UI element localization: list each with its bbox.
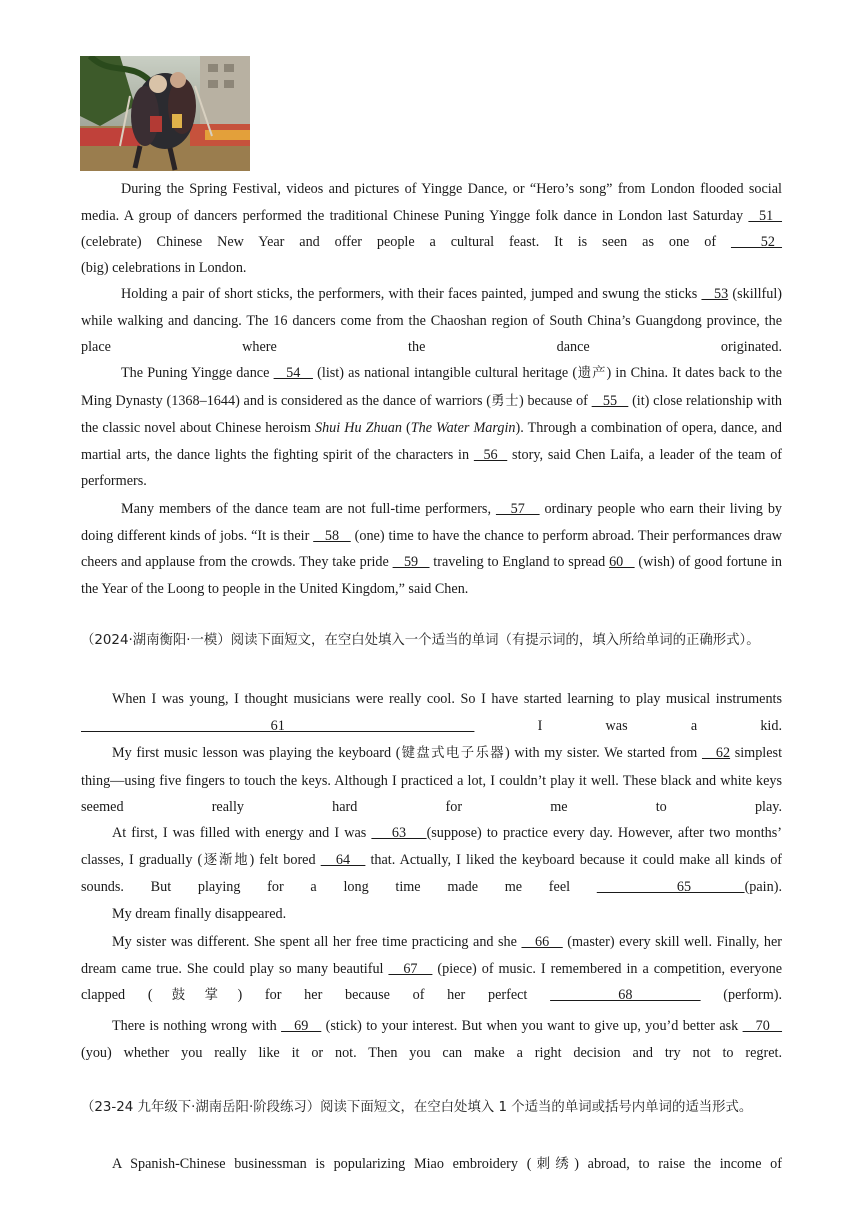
text: At first, I was filled with energy and I was	[112, 825, 372, 841]
text: (celebrate) Chinese New Year and offer people a cultural feast. It is seen as one of	[81, 234, 731, 250]
text: ) because of	[518, 392, 592, 409]
blank-57: 57	[495, 501, 540, 517]
chinese-gloss: 鼓掌	[152, 988, 238, 1003]
section2-paragraph3	[81, 820, 782, 901]
blank-53: 53	[701, 286, 729, 302]
text: (skillful) while walking and dancing. The 16 dancers come from the Chaoshan region of South China’s Guangdong province, the place where the dance originated.	[81, 286, 782, 355]
text: My first music lesson was playing the keyboard (	[112, 745, 401, 761]
blank-55: 55	[591, 392, 629, 409]
text: (	[401, 420, 411, 436]
text: My sister was different. She spent all her free time practicing and she	[112, 934, 522, 950]
yingge-dance-photo	[80, 56, 250, 171]
section2-heading: （2024·湖南衡阳·一模）阅读下面短文，在空白处填入一个适当的单词（有提示词的，填入所给单词的正确形式）。	[81, 633, 760, 648]
blank-60: 60	[609, 554, 635, 570]
text: (suppose) to practice every day. However, after two months’ classes, I gradually (	[81, 825, 782, 868]
text: ) abroad, to raise the income of	[574, 1156, 782, 1172]
passage1-paragraph3	[81, 360, 782, 495]
text: Holding a pair of short sticks, the performers, with their faces painted, jumped and swung the sticks	[121, 286, 702, 302]
blank-51: 51	[748, 207, 783, 224]
chinese-gloss: 勇士	[490, 393, 519, 409]
text: ) with my sister. We started from	[505, 745, 702, 761]
text: ). Through a combination of opera, dance, and martial arts, the dance lights the fighting spirit of the characters in	[81, 420, 783, 463]
section3-paragraph1	[81, 1151, 782, 1179]
chinese-gloss: 逐渐地	[202, 852, 250, 868]
text: (piece) of music. I remembered in a competition, everyone clapped (	[81, 960, 782, 1003]
blank-65: 65	[596, 879, 745, 895]
text: ordinary people who earn their living by doing different kinds of jobs. “It is their	[81, 501, 783, 544]
blank-52: 52	[730, 234, 783, 250]
passage1-paragraph4	[81, 496, 782, 602]
text: The Puning Yingge dance	[121, 365, 274, 381]
text: simplest thing—using five fingers to touch the keys. Although I practiced a lot, I couldn’t play it well. These black and white keys seemed really hard for me to play.	[81, 745, 783, 815]
blank-68: 68	[550, 987, 701, 1003]
text: (list) as national intangible cultural heritage (	[312, 365, 578, 381]
text: (pain).	[744, 879, 782, 895]
section2-paragraph1	[81, 686, 782, 739]
text: that. Actually, I liked the keyboard because it could make all kinds of sounds. But playing for a long time made me feel	[81, 851, 783, 895]
section2-paragraph6	[81, 1013, 782, 1066]
text: (it) close relationship with the classic novel about Chinese heroism	[81, 392, 782, 436]
section2-paragraph4	[81, 901, 782, 928]
text: (master) every skill well. Finally, her dream came true. She could play so many beautiful	[81, 934, 782, 977]
blank-62: 62	[701, 745, 731, 761]
text: When I was young, I thought musicians were really cool. So I have started learning to play musical instruments	[112, 691, 782, 707]
blank-54: 54	[273, 365, 313, 381]
chinese-gloss: 键盘式电子乐器	[400, 746, 506, 761]
text: ) felt bored	[249, 851, 321, 868]
chinese-gloss: 刺绣	[531, 1157, 575, 1172]
passage1-paragraph1	[81, 176, 782, 256]
text: (perform).	[700, 987, 783, 1003]
blank-69: 69	[281, 1018, 322, 1034]
text: (wish) of good fortune in the Year of the Loong to people in the United Kingdom,” said Chen.	[81, 554, 783, 597]
text: (you) whether you really like it or not. Then you can make a right decision and try not to regret.	[81, 1044, 782, 1061]
blank-66: 66	[521, 934, 563, 950]
section2-paragraph5	[81, 929, 782, 1010]
text: (one) time to have the chance to perform abroad. Their performances draw cheers and applause from the crowds. They take pride	[81, 527, 782, 570]
chinese-gloss: 遗产	[577, 366, 607, 381]
blank-63: 63	[371, 825, 427, 841]
passage1-paragraph1-end	[81, 255, 782, 282]
text: During the Spring Festival, videos and pictures of Yingge Dance, or “Hero’s song” from London flooded social media. A group of dancers performed the traditional Chinese Puning Yingge folk dance in London last Saturday	[81, 181, 782, 224]
text: Many members of the dance team are not full-time performers,	[121, 501, 496, 517]
text: A Spanish-Chinese businessman is popularizing Miao embroidery (	[112, 1156, 532, 1172]
text: (big) celebrations in London.	[81, 260, 247, 276]
blank-56: 56	[473, 446, 508, 463]
text: ) for her because of her perfect	[237, 987, 551, 1003]
blank-67: 67	[388, 960, 433, 977]
blank-61: 61	[81, 717, 475, 734]
blank-59: 59	[392, 554, 430, 570]
section2-paragraph2	[81, 740, 782, 821]
blank-70: 70	[742, 1018, 783, 1034]
text: ) in China. It dates back to the Ming Dynasty (1368–1644) and is considered as the dance of warriors (	[81, 365, 783, 409]
text: story, said Chen Laifa, a leader of the team of performers.	[81, 446, 783, 489]
text: I was a kid.	[474, 717, 783, 734]
novel-english-title: The Water Margin	[410, 420, 516, 436]
text: (stick) to your interest. But when you want to give up, you’d better ask	[321, 1018, 743, 1034]
text: traveling to England to spread	[429, 554, 610, 570]
dance-photo-illustration	[80, 56, 250, 171]
text: There is nothing wrong with	[112, 1018, 282, 1034]
section3-heading: （23-24 九年级下·湖南岳阳·阶段练习）阅读下面短文，在空白处填入 1 个适当的单词或括号内单词的适当形式。	[81, 1100, 753, 1115]
novel-title: Shui Hu Zhuan	[314, 420, 402, 436]
blank-64: 64	[320, 851, 366, 868]
blank-58: 58	[313, 527, 351, 544]
passage1-paragraph2	[81, 281, 782, 361]
text: My dream finally disappeared.	[112, 906, 287, 922]
